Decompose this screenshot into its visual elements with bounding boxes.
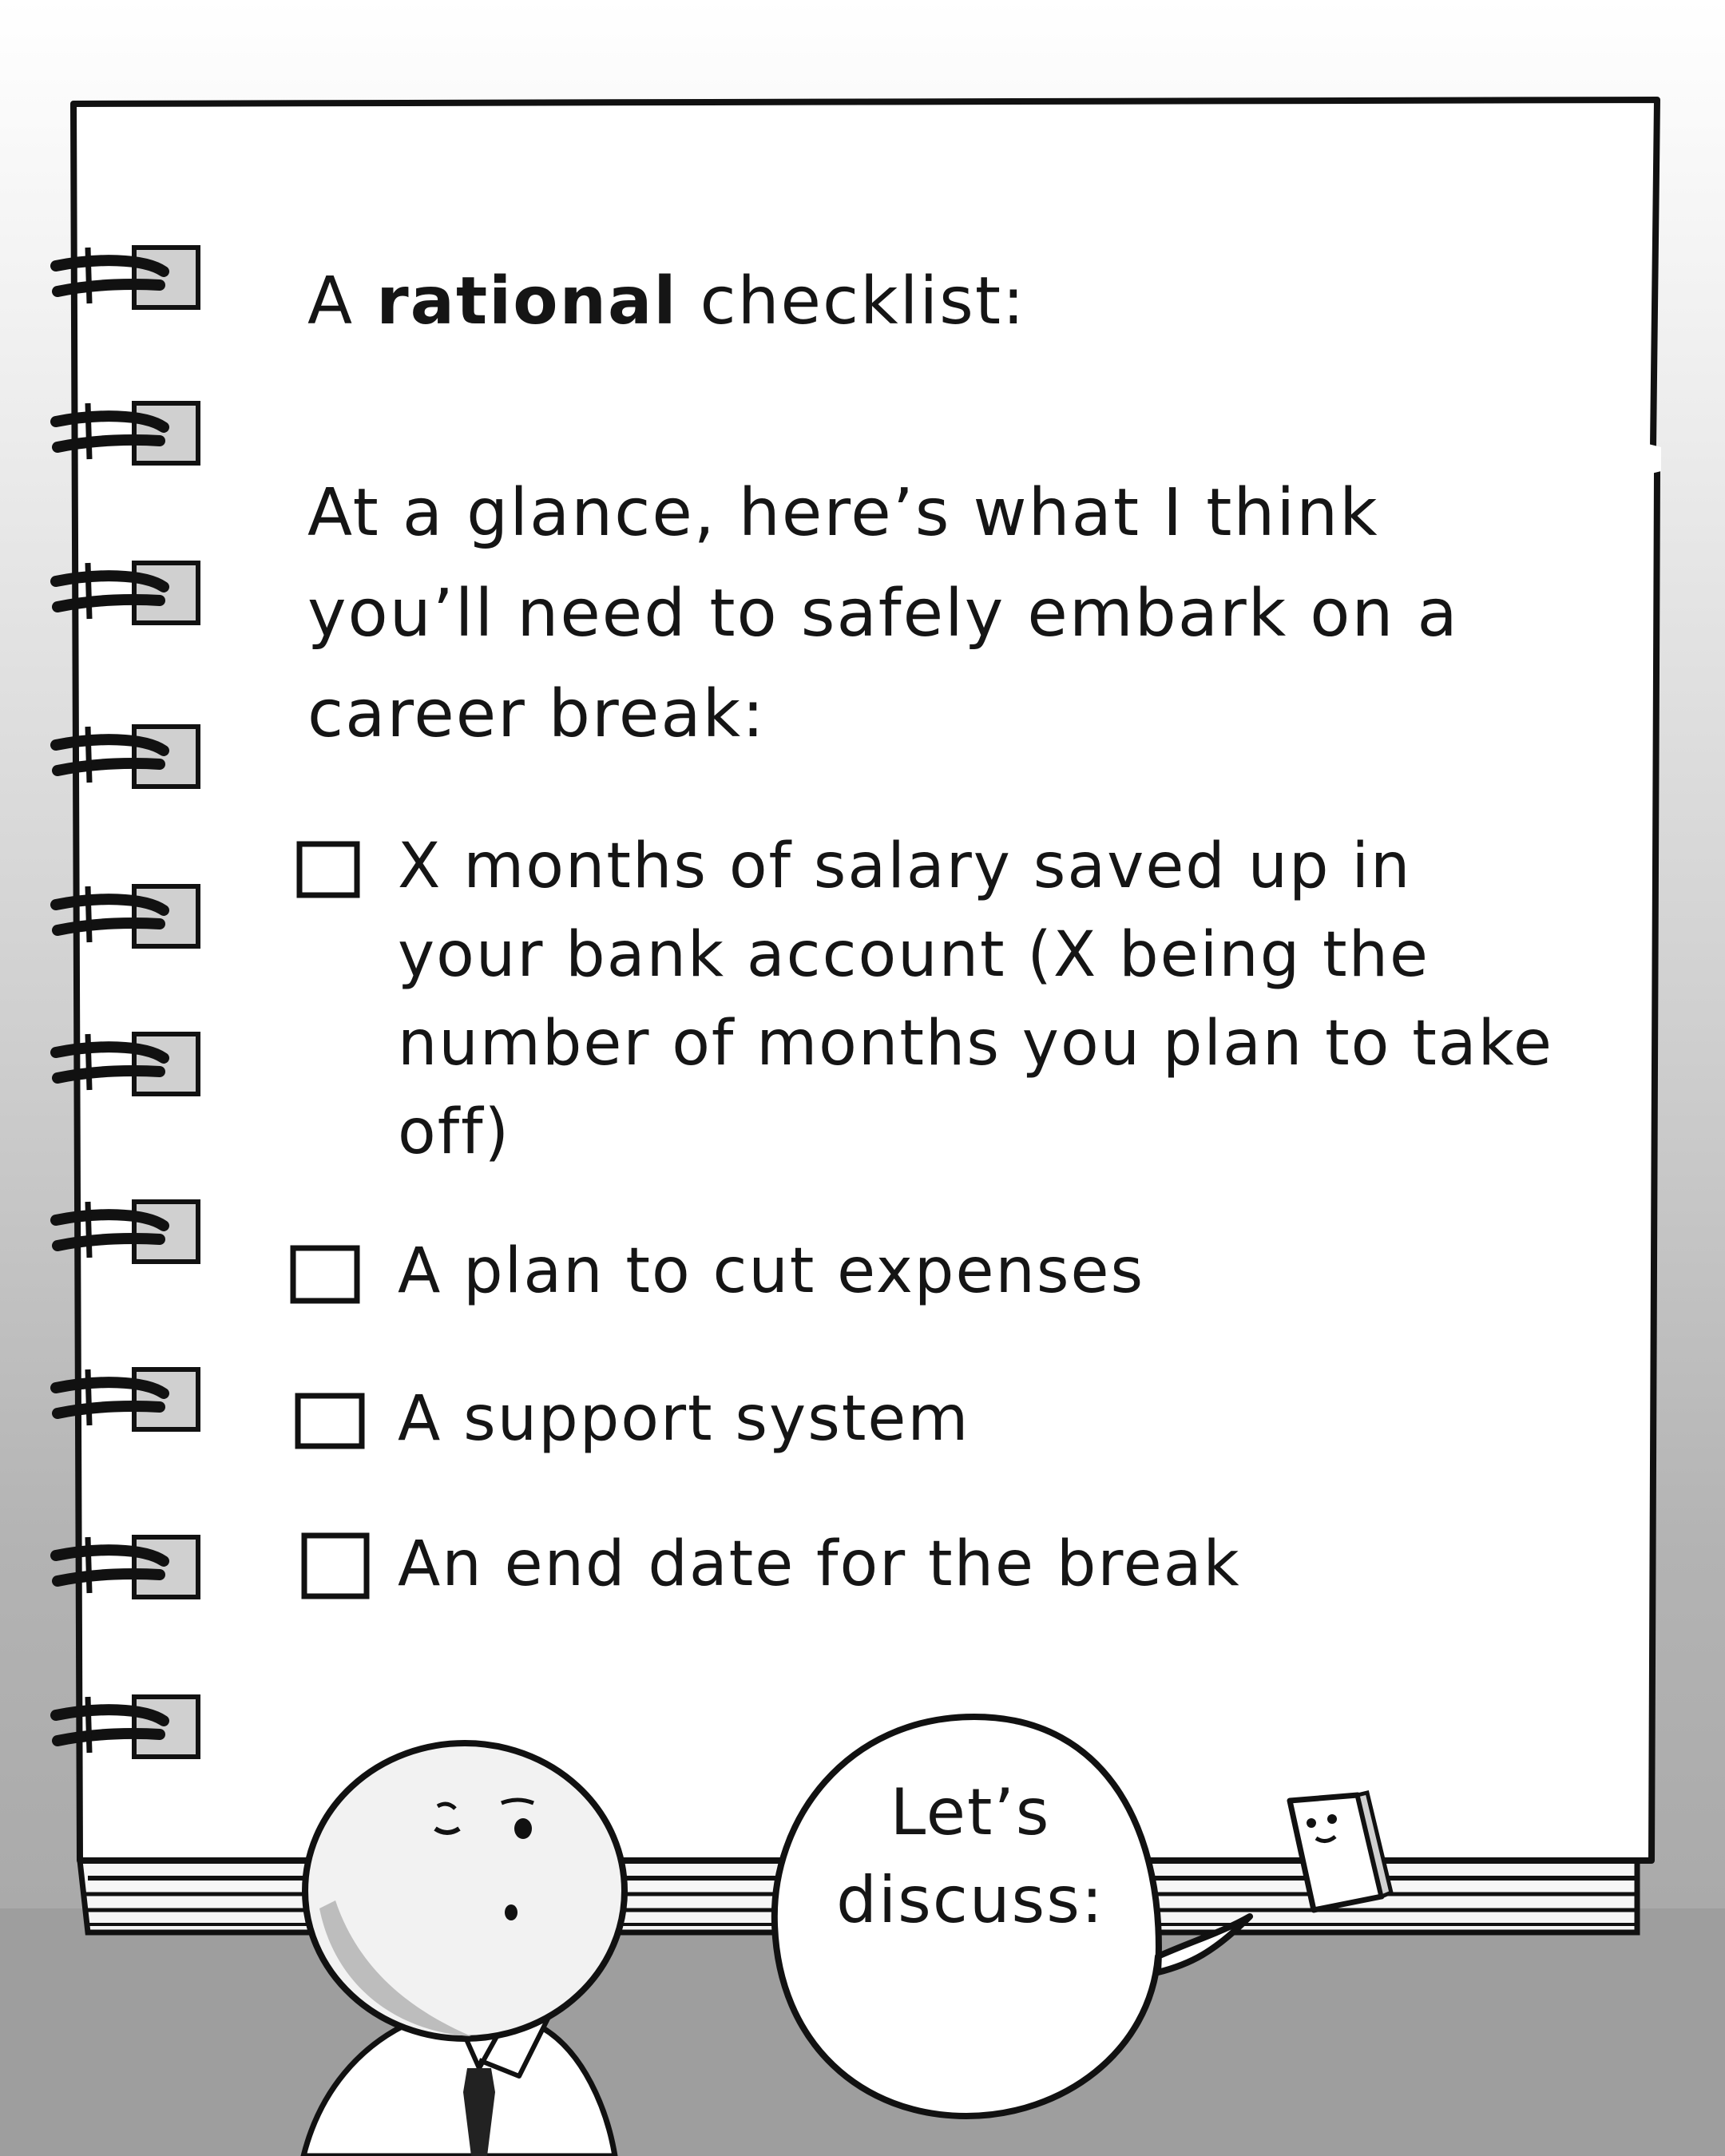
speech-bubble-text: Let’s discuss: xyxy=(836,1775,1104,1937)
checkbox-4 xyxy=(304,1536,367,1596)
checklist-item-1-label: X months of salary saved up in your bank account (X being the number of months you plan to take off) xyxy=(398,830,1553,1168)
title-prefix: A xyxy=(307,264,355,339)
title-emphasis: rational xyxy=(376,264,678,339)
checkbox-3 xyxy=(298,1396,362,1446)
checklist-item-4-label: An end date for the break xyxy=(398,1528,1241,1600)
checklist-title xyxy=(307,264,1026,339)
checkbox-1 xyxy=(299,844,357,895)
intro-paragraph: At a glance, here’s what I think you’ll need to safely embark on a career break: xyxy=(307,475,1459,752)
title-suffix: checklist: xyxy=(700,264,1026,339)
checklist-item-2-label: A plan to cut expenses xyxy=(398,1235,1145,1307)
checklist-item-3-label: A support system xyxy=(398,1383,970,1455)
person-character xyxy=(303,1743,625,2156)
checkbox-2 xyxy=(293,1248,357,1301)
